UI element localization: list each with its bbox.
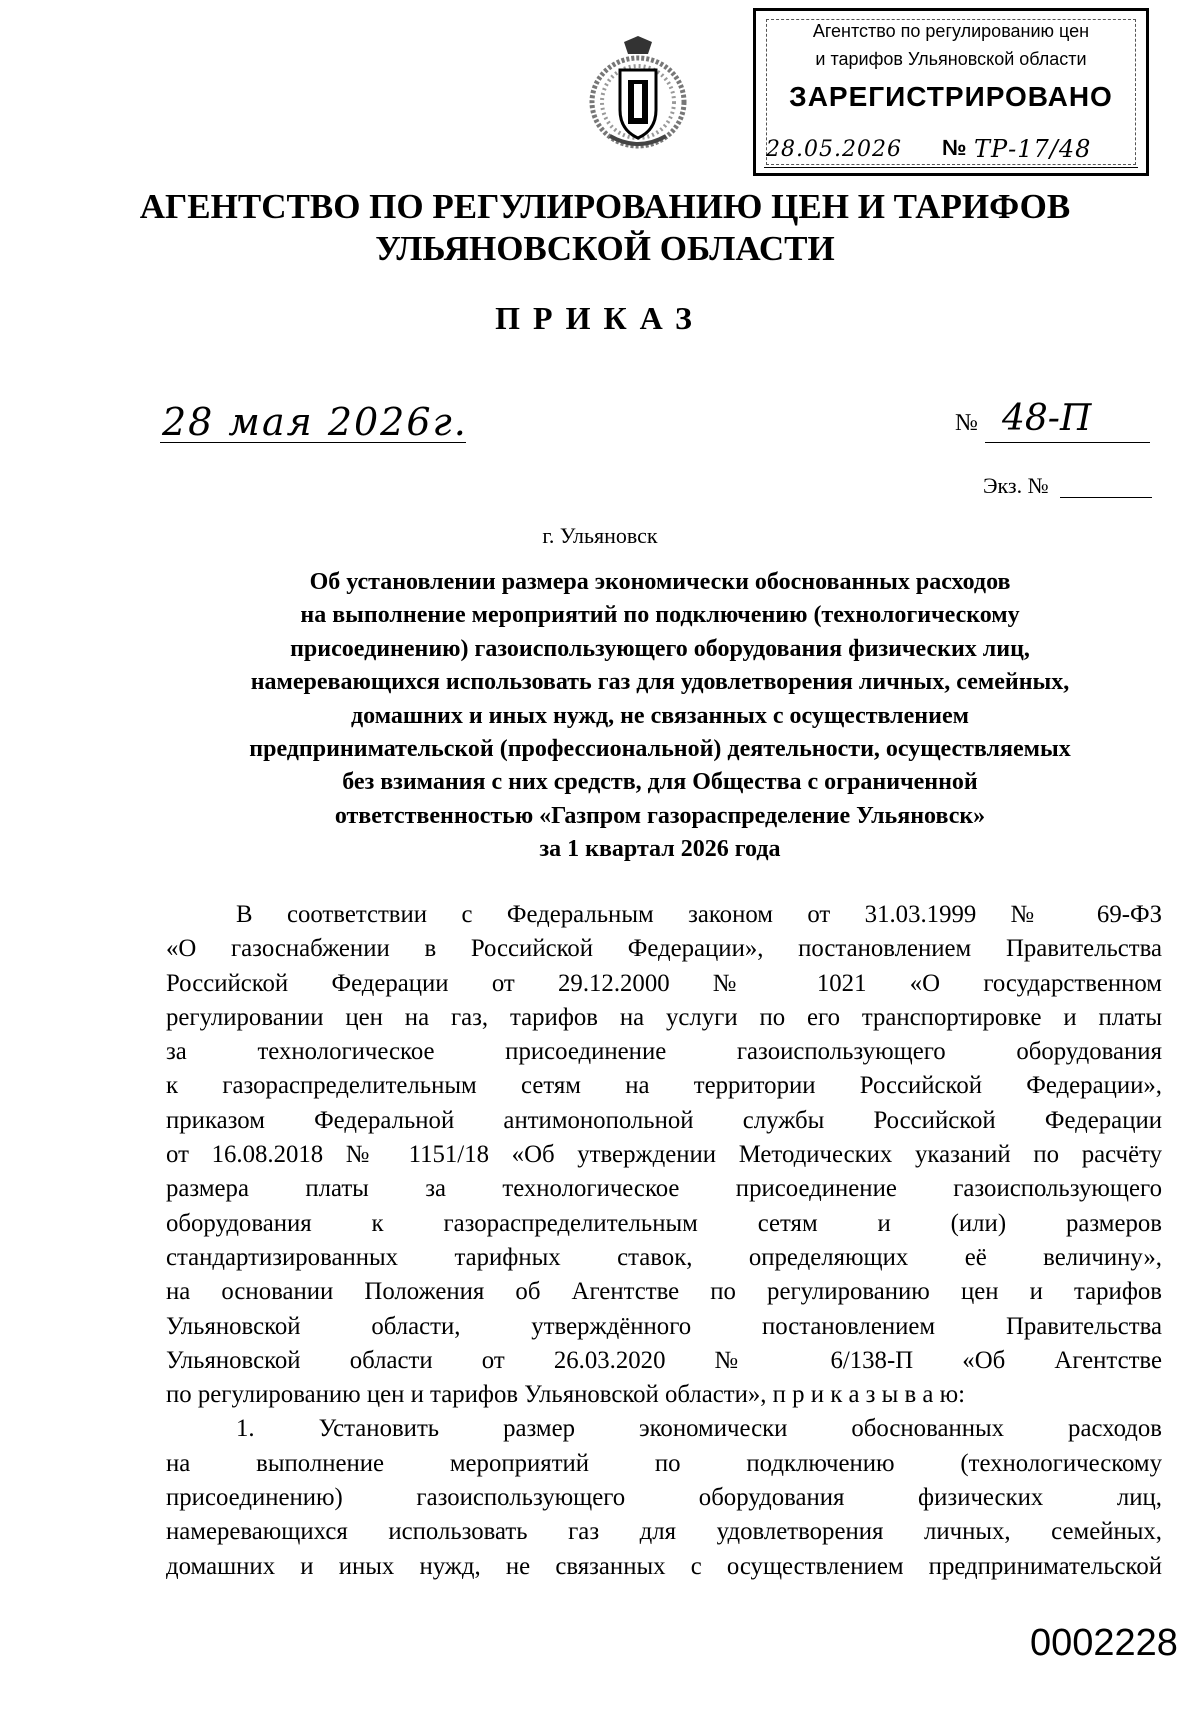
body-line: от 16.08.2018 № 1151/18 «Об утверждении Методических указаний по расчёту [166,1141,1162,1169]
subject-line: Об установлении размера экономически обоснованных расходов [309,569,1011,595]
stamp-agency-line1: Агентство по регулированию цен [812,21,1090,41]
stamp-title: ЗАРЕГИСТРИРОВАНО [789,81,1113,112]
body-line: приказом Федеральной антимонопольной службы Российской Федерации [166,1106,1162,1134]
subject-line: присоединению) газоиспользующего оборудования физических лиц, [290,635,1030,662]
agency-name-line2: УЛЬЯНОВСКОЙ ОБЛАСТИ [375,229,835,268]
order-number-sign: № [955,410,978,436]
order-handwritten-number: 48-П [1002,398,1092,439]
order-subject [160,566,1160,867]
body-line: стандартизированных тарифных ставок, определяющих её величину», [166,1243,1162,1271]
body-line: регулировании цен на газ, тарифов на услуги по его транспортировке и платы [166,1003,1162,1031]
body-line: В соответствии с Федеральным законом от 31.03.1999 № 69-ФЗ [236,901,1162,928]
body-line: к газораспределительным сетям на территории Российской Федерации», [166,1072,1162,1100]
city-of-issue: г. Ульяновск [542,523,658,548]
body-line: на выполнение мероприятий по подключению (технологическому [166,1449,1162,1477]
subject-line: без взимания с них средств, для Общества с ограниченной [342,769,978,796]
subject-line: намеревающихся использовать газ для удовлетворения личных, семейных, [250,669,1070,696]
body-line: за технологическое присоединение газоиспользующего оборудования [166,1038,1162,1066]
agency-name-line1: АГЕНТСТВО ПО РЕГУЛИРОВАНИЮ ЦЕН И ТАРИФОВ [139,187,1071,226]
copy-number-blank [1060,497,1152,498]
copy-number-label: Экз. № [983,473,1049,498]
body-line: намеревающихся использовать газ для удовлетворения личных, семейных, [166,1518,1162,1546]
registration-stamp [753,8,1149,176]
body-line: «О газоснабжении в Российской Федерации», постановлением Правительства [166,935,1162,963]
order-handwritten-date: 28 мая 2026г. [162,400,468,444]
subject-line: на выполнение мероприятий по подключению (технологическому [300,602,1020,629]
stamp-number-sign: № [942,135,967,160]
body-line: на основании Положения об Агентстве по регулированию цен и тарифов [166,1278,1162,1306]
subject-line: за 1 квартал 2026 года [539,836,781,863]
order-date-underline [160,442,466,443]
stamp-underline [764,167,1138,168]
stamp-handwritten-number: ТР-17/48 [974,135,1092,163]
body-line: 1. Установить размер экономически обоснованных расходов [236,1415,1162,1443]
subject-line: ответственностью «Газпром газораспределение Ульяновск» [334,802,986,829]
body-line: Ульяновской области от 26.03.2020 № 6/138-П «Об Агентстве [166,1346,1162,1374]
stamp-agency-line2: и тарифов Ульяновской области [815,49,1087,69]
subject-line: предпринимательской (профессиональной) деятельности, осуществляемых [249,736,1071,763]
stamp-handwritten-date: 28.05.2026 [766,137,902,162]
order-number-underline [985,442,1150,443]
agency-name [80,186,1130,270]
coat-of-arms-emblem [586,32,690,154]
body-line: размера платы за технологическое присоединение газоиспользующего [166,1175,1162,1203]
order-body [166,898,1162,1584]
body-line: оборудования к газораспределительным сетям и (или) размеров [166,1209,1162,1237]
body-line: Российской Федерации от 29.12.2000 № 1021 «О государственном [166,969,1162,997]
body-line: по регулированию цен и тарифов Ульяновской области», п р и к а з ы в а ю: [166,1381,966,1409]
body-line: домашних и иных нужд, не связанных с осуществлением предпринимательской [166,1552,1162,1580]
subject-line: домашних и иных нужд, не связанных с осуществлением [351,702,969,729]
body-line: присоединению) газоиспользующего оборудования физических лиц, [166,1484,1162,1512]
page-serial-number: 0002228 [1030,1622,1178,1664]
document-type-title: ПРИКАЗ [495,300,705,336]
body-line: Ульяновской области, утверждённого постановлением Правительства [166,1312,1162,1340]
